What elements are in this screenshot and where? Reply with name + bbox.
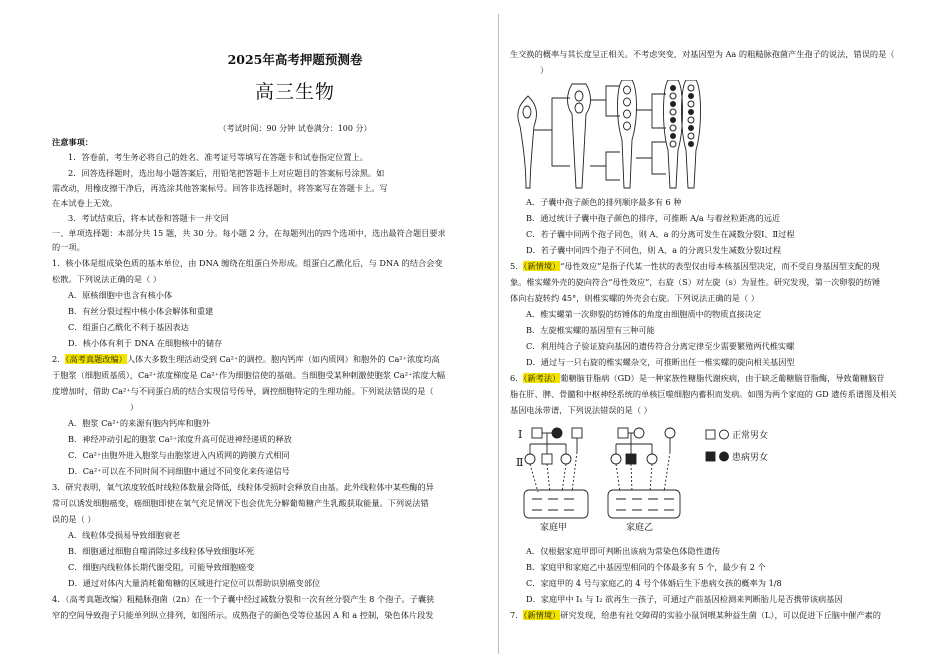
q6-number: 6． <box>510 373 524 383</box>
q2-stem-2: 于胞浆（细胞质基质），Ca²⁺浓度梯度是 Ca²⁺作为细胞信使的基础。当细胞受某种刺激使胞浆 Ca²⁺浓度大幅 <box>52 370 446 380</box>
q4-option-a: A．子囊中孢子颜色的排列顺序最多有 6 种 <box>526 197 682 207</box>
q6-stem-3: 基因电泳带谱，下列说法错误的是（ ） <box>510 405 652 415</box>
q3-stem-2: 常可以诱发细胞癌变，癌细胞即使在氧气充足情况下也会优先分解葡萄糖产生乳酸获取能量。下列说法错 <box>52 498 429 508</box>
q5-option-c: C．利用纯合子验证旋向基因的遗传符合分离定律至少需要繁殖两代椎实螺 <box>526 341 795 351</box>
q1-option-a: A．原核细胞中也含有核小体 <box>68 290 173 300</box>
q1-stem-2: 松散。下列说法正确的是（ ） <box>52 274 162 284</box>
q6-stem-1-text: 葡糖脑苷脂病（GD）是一种家族性糖脂代谢疾病，由于缺乏葡糖脑苷脂酶，导致葡糖脑苷 <box>560 373 885 383</box>
section1-line2: 的一项。 <box>52 242 85 252</box>
q7-number: 7． <box>510 610 524 620</box>
q4-stem-4: ） <box>540 65 549 75</box>
q5-option-a: A．椎实螺第一次卵裂的纺锤体的角度由细胞质中的物质直接决定 <box>526 309 762 319</box>
q5-option-d: D．通过与一只右旋的椎实螺杂交，可推断出任一椎实螺的旋向相关基因型 <box>526 357 795 367</box>
q3-stem-1: 3．研究表明，氧气浓度较低时线粒体数量会降低，线粒体受损时会释放自由基。此外线粒体中某些酶的异 <box>52 482 434 492</box>
q2-option-a: A．胞浆 Ca²⁺的来源有胞内钙库和胞外 <box>68 418 210 428</box>
q6-option-c: C．家庭甲的 4 号与家庭乙的 4 号个体婚后生下患病女孩的概率为 1/8 <box>526 578 782 588</box>
q6-option-b: B．家庭甲和家庭乙中基因型相同的个体最多有 5 个，最少有 2 个 <box>526 562 766 572</box>
q4-stem-2: 窄的空间导致孢子只能单列纵立排列，如图所示。成熟孢子的颜色受等位基因 A 和 a 控制，染色体片段发 <box>52 610 434 620</box>
q7-stem-1-text: 研究发现，给患有社交障碍的实验小鼠饲喂某种益生菌（L），可以促进下丘脑中催产素的 <box>560 610 881 620</box>
q5-stem-2: 象。椎实螺外壳的旋向符合“母性效应”，右旋（S）对左旋（s）为显性。研究发现，第一次卵裂的纺锤 <box>510 277 881 287</box>
note-2a: 2．回答选择题时，选出每小题答案后，用铅笔把答题卡上对应题目的答案标号涂黑。如 <box>68 168 385 178</box>
q2-stem-1-text: 人体大多数生理活动受到 Ca²⁺的调控。胞内钙库（如内质网）和胞外的 Ca²⁺浓度均高 <box>126 354 440 364</box>
q3-stem-3: 误的是（ ） <box>52 514 96 524</box>
q7-stem-1 <box>510 609 950 622</box>
section1-line1: 一、单项选择题：本部分共 15 题，共 30 分。每小题 2 分，在每题列出的四个选项中，选出最符合题目要求 <box>52 228 446 238</box>
q2-option-d: D．Ca²⁺可以在不同时间不同细胞中通过不同变化来传递信号 <box>68 466 290 476</box>
exam-info: （考试时间：90 分钟 试卷满分：100 分） <box>218 124 372 133</box>
q3-option-d: D．通过对体内大量消耗葡萄糖的区域进行定位可以帮助识别癌变部位 <box>68 578 321 588</box>
note-3: 3．考试结束后，将本试卷和答题卡一并交回 <box>68 213 229 223</box>
legend-affected-label: 患病男女 <box>732 453 769 463</box>
q1-stem-1: 1．核小体是组成染色质的基本单位，由 DNA 缠绕在组蛋白外形成。组蛋白乙酰化后，与 DNA 的结合会变 <box>52 258 443 268</box>
column-divider <box>498 14 499 654</box>
legend-normal-label: 正常男女 <box>732 431 769 441</box>
family-2-label: 家庭乙 <box>626 523 654 533</box>
family-1-label: 家庭甲 <box>540 523 568 533</box>
note-2c: 在本试卷上无效。 <box>52 198 118 208</box>
q3-option-b: B．细胞通过细胞自噬消除过多线粒体导致细胞坏死 <box>68 546 255 556</box>
q2-number: 2． <box>52 354 66 364</box>
q6-stem-2: 脂在肝、脾、骨髓和中枢神经系统的单核巨噬细胞内蓄积而发病。如图为两个家庭的 GD 遗传系谱图及相关 <box>510 389 897 399</box>
q2-option-b: B．神经冲动引起的胞浆 Ca²⁺浓度升高可促进神经递质的释放 <box>68 434 292 444</box>
note-1: 1．答卷前，考生务必将自己的姓名、准考证号等填写在答题卡和试卷指定位置上。 <box>68 152 368 162</box>
gen-2-label: Ⅱ <box>516 456 524 469</box>
q7-tag: （新情境） <box>523 610 561 620</box>
q6-option-a: A．仅根据家庭甲即可判断出该病为常染色体隐性遗传 <box>526 546 721 556</box>
pedigree-diagram <box>510 424 810 536</box>
ascus-diagram <box>510 80 710 192</box>
q5-number: 5． <box>510 261 524 271</box>
q4-stem-3: 生交换的概率与其长度呈正相关。不考虑突变，对基因型为 Aa 的粗糙脉孢菌产生孢子的说法，错误的是（ <box>510 49 895 59</box>
q5-stem-1-text: “母性效应”是指子代某一性状的表型仅由母本核基因型决定，而不受自身基因型支配的现 <box>560 261 880 271</box>
subject-title: 高三生物 <box>254 81 335 103</box>
q2-tag: （高考真题改编） <box>65 354 127 364</box>
notes-heading: 注意事项： <box>52 137 93 147</box>
note-2b: 需改动，用橡皮擦干净后，再选涂其他答案标号。回答非选择题时，将答案写在答题卡上。写 <box>52 183 388 193</box>
q6-option-d: D．家庭甲中 I₁ 与 I₂ 欲再生一孩子，可通过产前基因检测来判断胎儿是否携带该病基因 <box>526 594 843 604</box>
exam-title: 2025年高考押题预测卷 <box>227 52 363 67</box>
q4-option-d: D．若子囊中同四个孢子不同色，则 A、a 的分离只发生减数分裂Ⅰ过程 <box>526 245 782 255</box>
q6-tag: （新考法） <box>523 373 561 383</box>
q2-option-c: C．Ca²⁺由胞外进入胞浆与由胞浆进入内质网的跨膜方式相同 <box>68 450 290 460</box>
q2-stem-4: ） <box>130 402 139 412</box>
gen-1-label: Ⅰ <box>518 428 523 441</box>
q4-stem-1: 4．（高考真题改编）粗糙脉孢菌（2n）在一个子囊中经过减数分裂和一次有丝分裂产生 8 个孢子。子囊狭 <box>52 594 435 604</box>
q2-stem-1 <box>52 353 492 366</box>
q2-stem-3: 度增加时，借助 Ca²⁺与不同蛋白质的结合实现信号传导，调控细胞特定的生理功能。下列说法错误的是（ <box>52 386 434 396</box>
q5-stem-1 <box>510 260 950 273</box>
q3-option-a: A．线粒体受损易导致细胞衰老 <box>68 530 181 540</box>
q1-option-c: C．组蛋白乙酰化不利于基因表达 <box>68 322 189 332</box>
q1-option-b: B．有丝分裂过程中核小体会解体和重建 <box>68 306 214 316</box>
q5-tag: （新情境） <box>523 261 561 271</box>
q4-option-c: C．若子囊中同两个孢子同色，则 A、a 的分离可发生在减数分裂Ⅰ、Ⅱ过程 <box>526 229 795 239</box>
q6-stem-1 <box>510 372 950 385</box>
q4-option-b: B．通过统计子囊中孢子颜色的排序，可推断 A/a 与着丝粒距离的远近 <box>526 213 781 223</box>
q1-option-d: D．核小体有利于 DNA 在细胞核中的储存 <box>68 338 223 348</box>
q5-stem-3: 体向右旋转约 45°，则椎实螺的外壳会右旋。下列说法正确的是（ ） <box>510 293 759 303</box>
q3-option-c: C．细胞内线粒体长期代谢受阻，可能导致细胞癌变 <box>68 562 255 572</box>
q5-option-b: B．左旋椎实螺的基因型有三种可能 <box>526 325 655 335</box>
